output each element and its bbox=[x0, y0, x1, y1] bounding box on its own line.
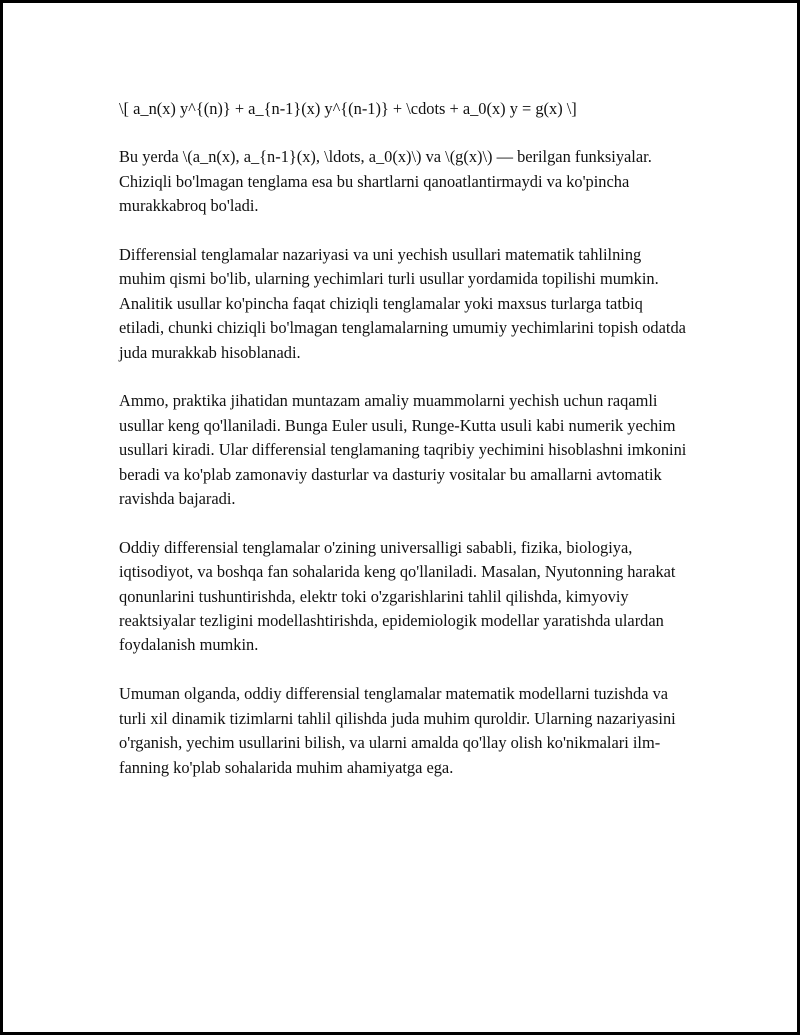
equation-line: \[ a_n(x) y^{(n)} + a_{n-1}(x) y^{(n-1)} + \cdots + a_0(x) y = g(x) \] bbox=[119, 99, 577, 118]
paragraph-applications: Oddiy differensial tenglamalar o'zining universalligi sababli, fizika, biologiya, iqtisodiyot, va boshqa fan sohalarida keng qo'llaniladi. Masalan, Nyutonning harakat qonunlarini tushuntirishda, elektr toki o'zgarishlarini tahlil qilishda, kimyoviy reaktsiyalar tezligini modellashtirishda, epidemiologik modellar yaratishda ulardan foydalanish mumkin. bbox=[119, 537, 676, 655]
paragraph-numerical-methods: Ammo, praktika jihatidan muntazam amaliy muammolarni yechish uchun raqamli usullar keng qo'llaniladi. Bunga Euler usuli, Runge-Kutta usuli kabi numerik yechim usullari kiradi. Ular differensial tenglamaning taqribiy yechimini hisoblashni imkonini beradi va ko'plab zamonaviy dasturlar va dasturiy vositalar bu amallarni avtomatik ravishda bajaradi. bbox=[119, 391, 687, 509]
paragraph-definitions: Bu yerda \(a_n(x), a_{n-1}(x), \ldots, a_0(x)\) va \(g(x)\) — berilgan funksiyalar. Chiziqli bo'lmagan tenglama esa bu shartlarni qanoatlantirmaydi va ko'pincha murakkabroq bo'ladi. bbox=[119, 147, 652, 216]
document-body bbox=[119, 97, 689, 804]
paragraph-conclusion: Umuman olganda, oddiy differensial tenglamalar matematik modellarni tuzishda va turli xil dinamik tizimlarni tahlil qilishda juda muhim quroldir. Ularning nazariyasini o'rganish, yechim usullarini bilish, va ularni amalda qo'llay olish ko'nikmalari ilm-fanning ko'plab sohalarida muhim ahamiyatga ega. bbox=[119, 684, 676, 777]
paragraph-theory: Differensial tenglamalar nazariyasi va uni yechish usullari matematik tahlilning muhim qismi bo'lib, ularning yechimlari turli usullar yordamida topilishi mumkin. Analitik usullar ko'pincha faqat chiziqli tenglamalar yoki maxsus turlarga tatbiq etiladi, chunki chiziqli bo'lmagan tenglamalarning umumiy yechimlarini topish odatda juda murakkab hisoblanadi. bbox=[119, 245, 686, 362]
